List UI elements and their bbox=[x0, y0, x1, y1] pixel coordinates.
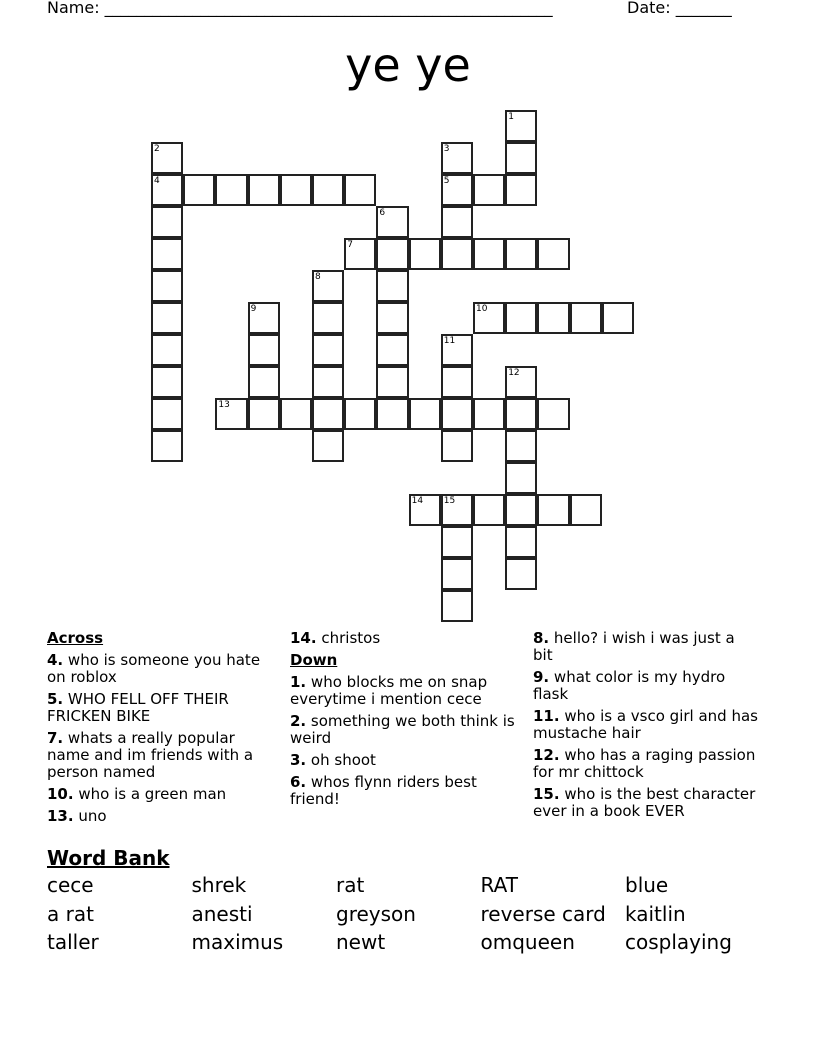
grid-cell[interactable] bbox=[376, 334, 408, 366]
grid-cell[interactable] bbox=[312, 430, 344, 462]
grid-cell[interactable] bbox=[312, 334, 344, 366]
date-field: Date: _______ bbox=[627, 0, 732, 17]
grid-cell[interactable] bbox=[376, 366, 408, 398]
clue-number: 2. bbox=[290, 712, 307, 730]
clue-across bbox=[47, 786, 272, 803]
grid-cell[interactable] bbox=[473, 238, 505, 270]
grid-cell[interactable] bbox=[505, 110, 537, 142]
clue-number: 7. bbox=[47, 729, 64, 747]
grid-cell[interactable] bbox=[215, 398, 247, 430]
grid-cell[interactable] bbox=[441, 430, 473, 462]
grid-cell[interactable] bbox=[376, 238, 408, 270]
clue-number: 7 bbox=[347, 240, 353, 250]
clue-down bbox=[290, 752, 515, 769]
clue-across bbox=[290, 630, 515, 647]
grid-cell[interactable] bbox=[473, 398, 505, 430]
word-bank-item: cosplaying bbox=[625, 930, 732, 954]
grid-cell[interactable] bbox=[505, 174, 537, 206]
word-bank-item: RAT bbox=[480, 873, 518, 897]
grid-cell[interactable] bbox=[473, 302, 505, 334]
clue-text: oh shoot bbox=[310, 751, 376, 769]
grid-cell[interactable] bbox=[248, 334, 280, 366]
grid-cell[interactable] bbox=[570, 494, 602, 526]
word-bank-item: blue bbox=[625, 873, 669, 897]
clue-number: 6. bbox=[290, 773, 307, 791]
clues-column-3 bbox=[533, 630, 758, 825]
grid-cell[interactable] bbox=[537, 302, 569, 334]
clue-down bbox=[533, 669, 758, 703]
word-bank-item: greyson bbox=[336, 901, 416, 926]
grid-cell[interactable] bbox=[537, 494, 569, 526]
clue-text: who is the best character ever in a book EVER bbox=[533, 785, 756, 820]
word-bank-item: a rat bbox=[47, 901, 94, 926]
grid-cell[interactable] bbox=[248, 174, 280, 206]
across-heading: Across bbox=[47, 629, 104, 647]
clue-number: 3 bbox=[443, 144, 450, 154]
grid-cell[interactable] bbox=[570, 302, 602, 334]
word-bank-item: anesti bbox=[191, 901, 253, 926]
clues-column-1 bbox=[47, 630, 272, 830]
grid-cell[interactable] bbox=[376, 270, 408, 302]
grid-cell[interactable] bbox=[248, 302, 280, 334]
grid-cell[interactable] bbox=[151, 334, 183, 366]
word-bank-item: kaitlin bbox=[625, 901, 686, 926]
clue-number: 10. bbox=[47, 785, 74, 803]
clue-number: 15. bbox=[533, 785, 560, 803]
word-bank-item: cece bbox=[47, 873, 94, 897]
grid-cell[interactable] bbox=[441, 366, 473, 398]
word-bank-item: rat bbox=[336, 873, 365, 897]
grid-cell[interactable] bbox=[505, 526, 537, 558]
clue-number: 3. bbox=[290, 751, 307, 769]
grid-cell[interactable] bbox=[409, 494, 441, 526]
grid-cell[interactable] bbox=[151, 206, 183, 238]
grid-cell[interactable] bbox=[376, 302, 408, 334]
grid-cell[interactable] bbox=[505, 398, 537, 430]
clue-number: 4 bbox=[154, 176, 160, 186]
grid-cell[interactable] bbox=[280, 174, 312, 206]
clue-text: who is someone you hate on roblox bbox=[47, 651, 261, 686]
grid-cell[interactable] bbox=[409, 398, 441, 430]
clue-number: 9. bbox=[533, 668, 550, 686]
name-field: Name: ________________________________________________________ bbox=[47, 0, 553, 17]
clue-number: 15 bbox=[443, 496, 456, 506]
grid-cell[interactable] bbox=[505, 430, 537, 462]
clue-text: hello? i wish i was just a bit bbox=[533, 629, 735, 664]
grid-cell[interactable] bbox=[312, 174, 344, 206]
grid-cell[interactable] bbox=[441, 174, 473, 206]
page-title: ye ye bbox=[345, 38, 471, 92]
clue-number: 6 bbox=[379, 208, 386, 218]
clue-text: whats a really popular name and im friends with a person named bbox=[47, 729, 254, 781]
grid-cell[interactable] bbox=[151, 302, 183, 334]
clue-number: 11. bbox=[533, 707, 560, 725]
grid-cell[interactable] bbox=[344, 174, 376, 206]
grid-cell[interactable] bbox=[505, 494, 537, 526]
clues-column-2 bbox=[290, 630, 515, 813]
grid-cell[interactable] bbox=[183, 174, 215, 206]
clue-number: 12. bbox=[533, 746, 560, 764]
word-bank-heading: Word Bank bbox=[47, 846, 170, 870]
grid-cell[interactable] bbox=[473, 174, 505, 206]
clue-text: who has a raging passion for mr chittock bbox=[533, 746, 756, 781]
clue-number: 8. bbox=[533, 629, 550, 647]
clue-across bbox=[47, 691, 272, 725]
grid-cell[interactable] bbox=[409, 238, 441, 270]
grid-cell[interactable] bbox=[602, 302, 634, 334]
clue-text: who is a vsco girl and has mustache hair bbox=[533, 707, 758, 742]
clue-number: 1. bbox=[290, 673, 307, 691]
clue-number: 1 bbox=[508, 112, 514, 122]
grid-cell[interactable] bbox=[441, 494, 473, 526]
clue-down bbox=[290, 713, 515, 747]
down-heading: Down bbox=[290, 651, 338, 669]
clue-number: 12 bbox=[508, 368, 520, 378]
grid-cell[interactable] bbox=[376, 398, 408, 430]
clue-down bbox=[290, 774, 515, 808]
grid-cell[interactable] bbox=[441, 558, 473, 590]
clue-across bbox=[47, 652, 272, 686]
word-bank-item: newt bbox=[336, 930, 386, 954]
grid-cell[interactable] bbox=[151, 430, 183, 462]
clue-text: whos flynn riders best friend! bbox=[290, 773, 477, 808]
grid-cell[interactable] bbox=[505, 302, 537, 334]
grid-cell[interactable] bbox=[344, 398, 376, 430]
clue-number: 10 bbox=[476, 304, 488, 314]
clue-down bbox=[533, 630, 758, 664]
grid-cell[interactable] bbox=[151, 238, 183, 270]
grid-cell[interactable] bbox=[312, 366, 344, 398]
grid-cell[interactable] bbox=[151, 366, 183, 398]
clue-number: 8 bbox=[315, 272, 321, 282]
grid-cell[interactable] bbox=[441, 398, 473, 430]
grid-cell[interactable] bbox=[441, 238, 473, 270]
grid-cell[interactable] bbox=[537, 398, 569, 430]
clue-down bbox=[533, 786, 758, 820]
clue-text: uno bbox=[78, 807, 107, 825]
word-bank-item: reverse card bbox=[480, 901, 606, 926]
clue-number: 13 bbox=[218, 400, 230, 410]
clue-number: 5. bbox=[47, 690, 64, 708]
grid-cell[interactable] bbox=[312, 398, 344, 430]
grid-cell[interactable] bbox=[151, 270, 183, 302]
clue-number: 11 bbox=[443, 336, 456, 346]
grid-cell[interactable] bbox=[537, 238, 569, 270]
grid-cell[interactable] bbox=[248, 398, 280, 430]
grid-cell[interactable] bbox=[248, 366, 280, 398]
grid-cell[interactable] bbox=[151, 398, 183, 430]
grid-cell[interactable] bbox=[312, 270, 344, 302]
word-bank-item: omqueen bbox=[480, 930, 575, 954]
clue-number: 13. bbox=[47, 807, 74, 825]
grid-cell[interactable] bbox=[151, 174, 183, 206]
grid-cell[interactable] bbox=[280, 398, 312, 430]
grid-cell[interactable] bbox=[312, 302, 344, 334]
clue-down bbox=[290, 674, 515, 708]
clue-across bbox=[47, 730, 272, 781]
grid-cell[interactable] bbox=[473, 494, 505, 526]
clue-text: WHO FELL OFF THEIR FRICKEN BIKE bbox=[47, 690, 229, 725]
clue-text: who blocks me on snap everytime i mention cece bbox=[290, 673, 488, 708]
clue-number: 14. bbox=[290, 629, 317, 647]
grid-cell[interactable] bbox=[441, 206, 473, 238]
clue-number: 2 bbox=[154, 144, 160, 154]
clue-text: something we both think is weird bbox=[290, 712, 515, 747]
grid-cell[interactable] bbox=[151, 142, 183, 174]
grid-cell[interactable] bbox=[441, 334, 473, 366]
clue-down bbox=[533, 747, 758, 781]
word-bank-item: maximus bbox=[191, 930, 284, 954]
clue-number: 5 bbox=[443, 176, 450, 186]
clue-down bbox=[533, 708, 758, 742]
grid-cell[interactable] bbox=[441, 526, 473, 558]
grid-cell[interactable] bbox=[505, 142, 537, 174]
clue-text: christos bbox=[321, 629, 381, 647]
word-bank-item: shrek bbox=[191, 873, 247, 897]
clue-number: 9 bbox=[250, 304, 257, 314]
clue-text: who is a green man bbox=[78, 785, 227, 803]
grid-cell[interactable] bbox=[441, 142, 473, 174]
clue-number: 4. bbox=[47, 651, 64, 669]
grid-cell[interactable] bbox=[441, 590, 473, 622]
grid-cell[interactable] bbox=[505, 558, 537, 590]
grid-cell[interactable] bbox=[505, 462, 537, 494]
clue-across bbox=[47, 808, 272, 825]
grid-cell[interactable] bbox=[505, 238, 537, 270]
grid-cell[interactable] bbox=[344, 238, 376, 270]
word-bank-item: taller bbox=[47, 930, 99, 954]
clue-text: what color is my hydro flask bbox=[533, 668, 726, 703]
clue-number: 14 bbox=[411, 496, 424, 506]
grid-cell[interactable] bbox=[505, 366, 537, 398]
grid-cell[interactable] bbox=[376, 206, 408, 238]
grid-cell[interactable] bbox=[215, 174, 247, 206]
